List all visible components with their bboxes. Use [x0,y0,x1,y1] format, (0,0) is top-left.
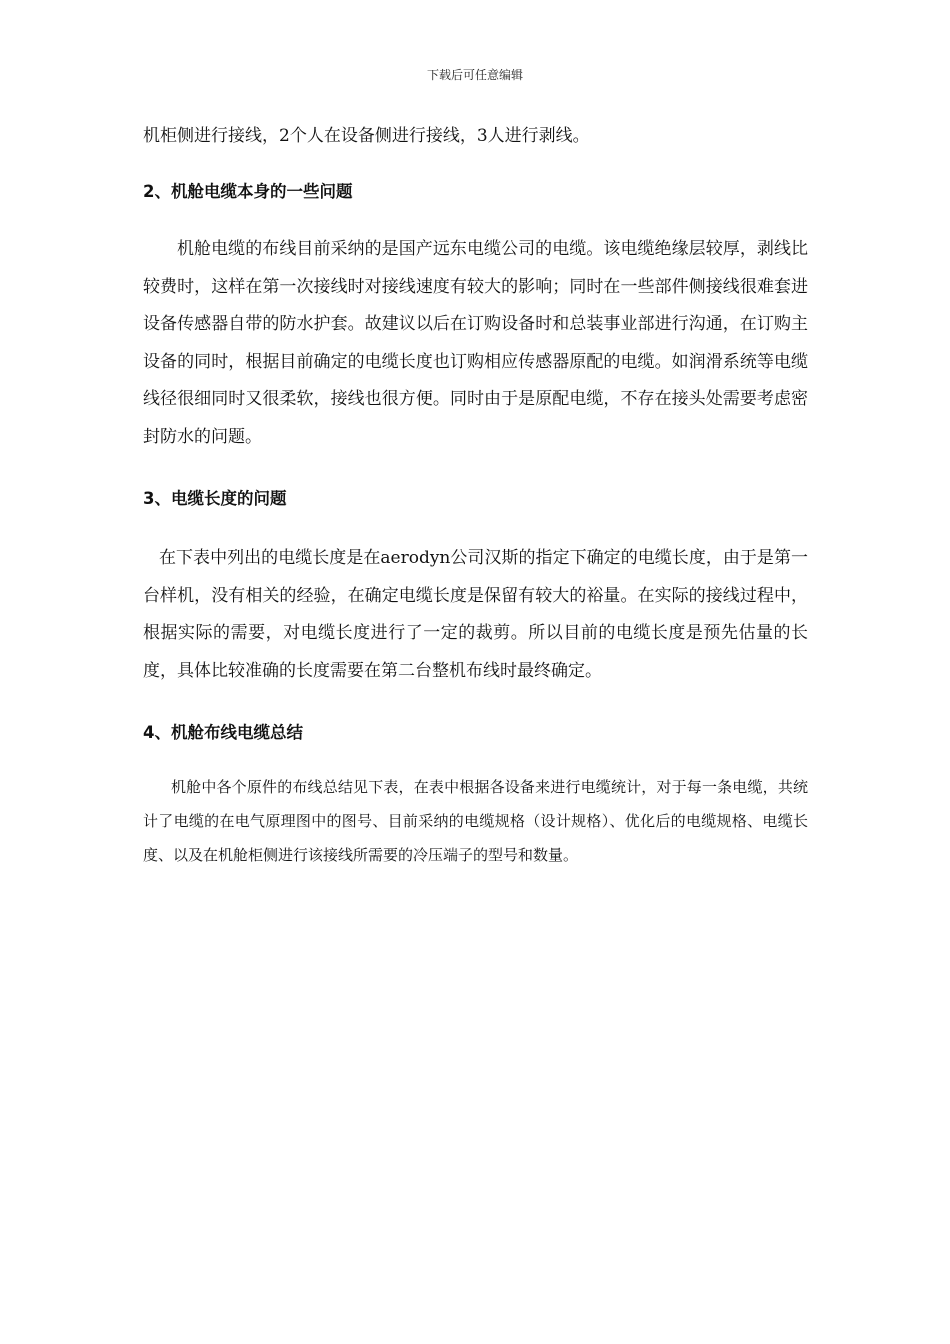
document-body [143,118,808,872]
section-3-heading: 3、电缆长度的问题 [143,489,287,508]
section-2-paragraph: 机舱电缆的布线目前采纳的是国产远东电缆公司的电缆。该电缆绝缘层较厚，剥线比较费时，这样在第一次接线时对接线速度有较大的影响；同时在一些部件侧接线很难套进设备传感器自带的防水护套。故建议以后在订购设备时和总装事业部进行沟通，在订购主设备的同时，根据目前确定的电缆长度也订购相应传感器原配的电缆。如润滑系统等电缆线径很细同时又很柔软，接线也很方便。同时由于是原配电缆，不存在接头处需要考虑密封防水的问题。 [143,239,808,447]
section-2-heading: 2、机舱电缆本身的一些问题 [143,182,353,201]
section-4-heading: 4、机舱布线电缆总结 [143,723,303,742]
section-3-paragraph: 在下表中列出的电缆长度是在aerodyn公司汉斯的指定下确定的电缆长度，由于是第一台样机，没有相关的经验，在确定电缆长度是保留有较大的裕量。在实际的接线过程中，根据实际的需要，对电缆长度进行了一定的裁剪。所以目前的电缆长度是预先估量的长度，具体比较准确的长度需要在第二台整机布线时最终确定。 [143,548,808,681]
section-4-paragraph: 机舱中各个原件的布线总结见下表，在表中根据各设备来进行电缆统计，对于每一条电缆，共统计了电缆的在电气原理图中的图号、目前采纳的电缆规格（设计规格）、优化后的电缆规格、电缆长度、以及在机舱柜侧进行该接线所需要的冷压端子的型号和数量。 [143,778,808,864]
header-note: 下载后可任意编辑 [426,68,523,82]
intro-line: 机柜侧进行接线，2个人在设备侧进行接线，3人进行剥线。 [143,126,590,146]
